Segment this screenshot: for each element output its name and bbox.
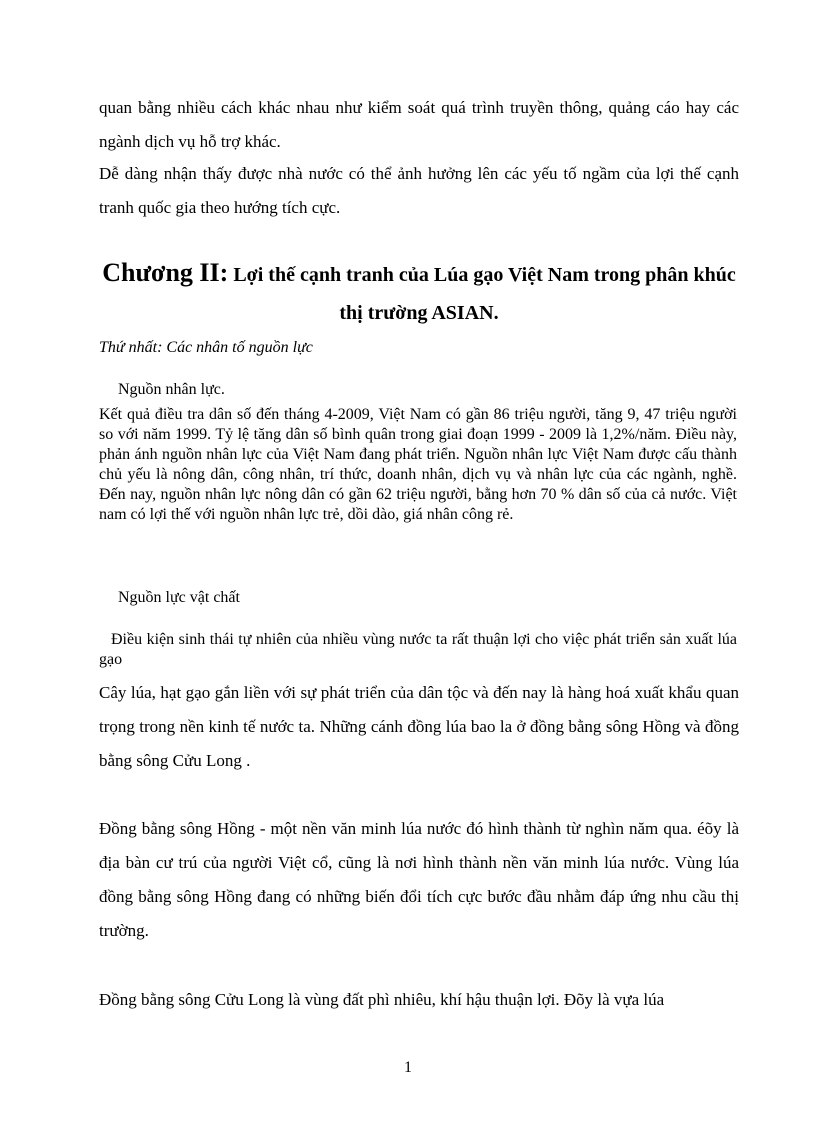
paragraph-state-influence: [99, 157, 739, 225]
paragraph-rice-text: Cây lúa, hạt gạo gắn liền với sự phát triển của dân tộc và đến nay là hàng hoá xuất khẩu quan trọng trong nền kinh tế nước ta. Những cánh đồng lúa bao la ở đồng bằng sông Hồng và đồng bằng sông Cửu Long .: [99, 683, 739, 770]
paragraph-mekong-text: Đồng bằng sông Cửu Long là vùng đất phì nhiêu, khí hậu thuận lợi. Đõy là vựa lúa: [99, 990, 665, 1009]
chapter-heading: [99, 254, 739, 332]
section-first-heading: Thứ nhất: Các nhân tố nguồn lực: [99, 339, 313, 356]
human-resources-paragraph: Kết quả điều tra dân số đến tháng 4-2009, Việt Nam có gần 86 triệu người, tăng 9, 47 triệu người so với năm 1999. Tỷ lệ tăng dân số bình quân trong giai đoạn 1999 - 2009 là 1,2%/năm. Điều này, phản ánh nguồn nhân lực của Việt Nam đang phát triển. Nguồn nhân lực Việt Nam được cấu thành chủ yếu là nông dân, công nhân, trí thức, doanh nhân, dịch vụ và nhân lực của các ngành, nghề. Đến nay, nguồn nhân lực nông dân có gần 62 triệu người, bằng hơn 70 % dân số của cả nước. Việt nam có lợi thế với nguồn nhân lực trẻ, dồi dào, giá nhân công rẻ.: [99, 406, 737, 523]
human-resources-heading: Nguồn nhân lực.: [118, 381, 225, 398]
material-resources-heading: Nguồn lực vật chất: [118, 589, 240, 606]
paragraph-red-river-delta: [99, 812, 739, 948]
page-number: 1: [404, 1059, 412, 1076]
paragraph-intro-text: quan bằng nhiều cách khác nhau như kiểm soát quá trình truyền thông, quảng cáo hay các ngành dịch vụ hỗ trợ khác.: [99, 98, 739, 151]
chapter-title: Lợi thế cạnh tranh của Lúa gạo Việt Nam trong phân khúc thị trường ASIAN.: [233, 264, 736, 324]
paragraph-state-influence-text: Dễ dàng nhận thấy được nhà nước có thể ảnh hưởng lên các yếu tố ngầm của lợi thế cạnh tranh quốc gia theo hướng tích cực.: [99, 164, 739, 217]
paragraph-red-river-text: Đồng bằng sông Hồng - một nền văn minh lúa nước đó hình thành từ nghìn năm qua. éõy là địa bàn cư trú của người Việt cổ, cũng là nơi hình thành nền văn minh lúa nước. Vùng lúa đồng bằng sông Hồng đang có những biến đổi tích cực bước đầu nhằm đáp ứng nhu cầu thị trường.: [99, 819, 739, 940]
paragraph-rice: [99, 676, 739, 778]
chapter-label: Chương II:: [102, 258, 229, 287]
paragraph-mekong-delta: [99, 983, 739, 1017]
material-resources-paragraph: Điều kiện sinh thái tự nhiên của nhiều vùng nước ta rất thuận lợi cho việc phát triển sản xuất lúa gạo: [99, 631, 737, 668]
paragraph-intro: [99, 91, 739, 159]
